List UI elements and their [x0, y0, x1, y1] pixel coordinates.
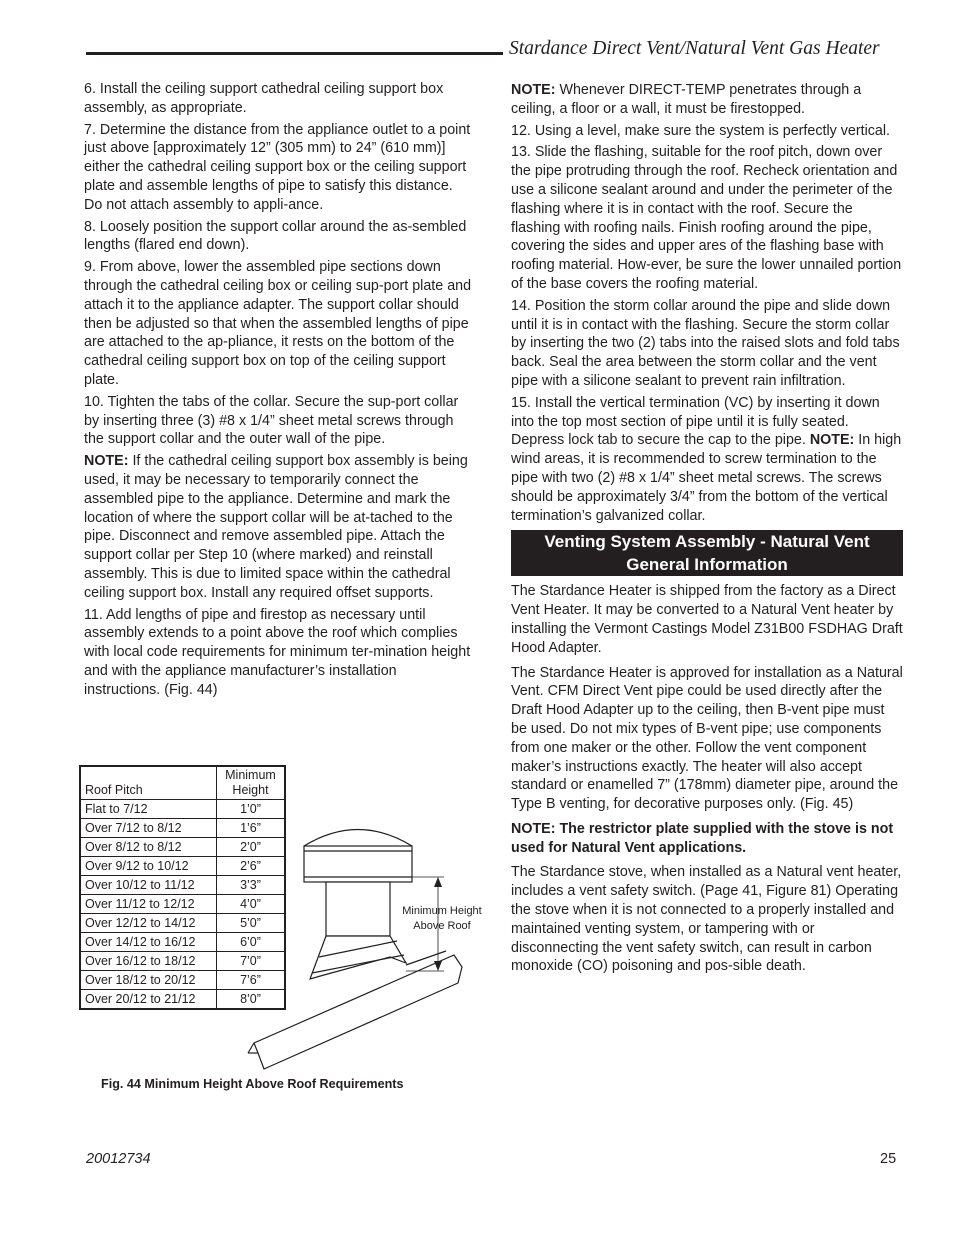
- label-line-2: Above Roof: [413, 920, 471, 932]
- header-minimum-height: [217, 766, 286, 800]
- height-cell: 7’0”: [217, 952, 286, 971]
- step-8: 8. Loosely position the support collar around the as-sembled lengths (flared end down).: [84, 218, 467, 254]
- pitch-cell: Over 20/12 to 21/12: [80, 990, 217, 1010]
- height-cell: 7’6”: [217, 971, 286, 990]
- natural-vent-paragraph-1: The Stardance Heater is shipped from the factory as a Direct Vent Heater. It may be converted to a Natural Vent heater by installing the Vermont Castings Model Z31B00 FSDHAG Draft Hood Adapter.: [511, 583, 903, 656]
- natural-vent-paragraph-2: The Stardance Heater is approved for installation as a Natural Vent. CFM Direct Vent pipe could be used directly after the Draft Hood Adapter up to the ceiling, then B-vent pipe must be used. Do not mix types of B-vent pipe; use components from one maker or the other. Follow the vent component maker’s instructions exactly. The heater will also accept standard or enamelled 7” (178mm) diameter pipe, around the Type B venting, for decorative purposes only. (Fig. 45): [511, 664, 903, 813]
- pitch-cell: Over 7/12 to 8/12: [80, 819, 217, 838]
- pitch-cell: Over 18/12 to 20/12: [80, 971, 217, 990]
- note-label: NOTE:: [511, 82, 556, 98]
- note-text: In high wind areas, it is recommended to screw termination to the pipe with two (2) #8 x 1/4” sheet metal screws. The screws should be approximately 3/4” from the bottom of the vertical termination’s galvanized collar.: [511, 432, 902, 524]
- document-number: 20012734: [86, 1151, 151, 1167]
- note-cathedral: [84, 452, 474, 602]
- vent-termination-diagram: [240, 815, 470, 1075]
- header-rule: [86, 52, 503, 55]
- pitch-cell: Over 11/12 to 12/12: [80, 895, 217, 914]
- section-heading-natural-vent: Venting System Assembly - Natural Vent General Information: [511, 530, 903, 576]
- note-text: If the cathedral ceiling support box assembly is being used, it may be necessary to temporarily connect the assembled pipe to the appliance. Determine and mark the location of where the support collar will be at-tached to the pipe. Disconnect and remove assembled pipe. Attach the support collar per Step 10 (where marked) and reinstall assembly. This is due to limited space within the cathedral ceiling support box. Install any required offset supports.: [84, 453, 468, 601]
- note-label: NOTE:: [84, 453, 129, 470]
- height-cell: 2’0”: [217, 838, 286, 857]
- step-15: [511, 394, 903, 526]
- step-6: 6. Install the ceiling support cathedral ceiling support box assembly, as appropriate.: [84, 81, 444, 116]
- height-cell: 1’6”: [217, 819, 286, 838]
- header-roof-pitch: Roof Pitch: [80, 766, 217, 800]
- figure-dimension-label: [394, 904, 490, 934]
- note-text: Whenever DIRECT-TEMP penetrates through a ceiling, a floor or a wall, it must be firestopped.: [511, 82, 862, 117]
- note-restrictor-plate: NOTE: The restrictor plate supplied with the stove is not used for Natural Vent applications.: [511, 820, 894, 856]
- height-cell: 2’6”: [217, 857, 286, 876]
- height-cell: 3’3”: [217, 876, 286, 895]
- natural-vent-paragraph-3: The Stardance stove, when installed as a Natural vent heater, includes a vent safety switch. (Page 41, Figure 81) Operating the stove when it is not connected to a properly installed and maintained venting system, or tampering with or disconnecting the vent safety switch, can result in carbon monoxide (CO) poisoning and pos-sible death.: [511, 864, 902, 975]
- dim-arrow-top: [434, 877, 442, 887]
- step-12: 12. Using a level, make sure the system is perfectly vertical.: [511, 122, 891, 139]
- pitch-cell: Flat to 7/12: [80, 800, 217, 819]
- step-14: 14. Position the storm collar around the pipe and slide down until it is in contact with the flashing. Secure the storm collar by inserting the two (2) tabs into the raised slots and fold tabs back. Seal the area between the storm collar and the vent pipe with a silicone sealant to prevent rain infiltration.: [511, 297, 900, 389]
- roof-slab: [254, 955, 462, 1069]
- right-column: [511, 81, 903, 979]
- header-height: Height: [232, 783, 269, 797]
- note-firestop: [511, 81, 903, 119]
- left-column: [84, 80, 474, 703]
- step-15-text: 15. Install the vertical termination (VC) by inserting it down into the top most section of pipe until it is fully seated. Depress lock tab to secure the cap to the pipe.: [511, 394, 880, 449]
- step-13: 13. Slide the flashing, suitable for the roof pitch, down over the pipe protruding through the roof. Recheck orientation and use a silicone sealant around and under the perimeter of the flashing where it is in contact with the roof. Secure the flashing with roofing nails. Finish roofing around the pipe, covering the sides and upper ares of the flashing base with roofing material. How-ever, be sure the lower unnailed portion of the base covers the roofing material.: [511, 144, 902, 292]
- cap-dome: [304, 830, 412, 847]
- step-9: 9. From above, lower the assembled pipe sections down through the cathedral ceiling box or ceiling sup-port plate and attach it to the appliance adapter. The support collar should then be adjusted so that when the assembled lengths of pipe are attached to the ap-pliance, it rests on the bottom of the cathedral ceiling support box on top of the ceiling support plate.: [84, 259, 472, 388]
- height-cell: 8’0”: [217, 990, 286, 1010]
- pitch-cell: Over 16/12 to 18/12: [80, 952, 217, 971]
- pitch-cell: Over 10/12 to 11/12: [80, 876, 217, 895]
- height-cell: 6’0”: [217, 933, 286, 952]
- header-minimum: Minimum: [225, 768, 276, 782]
- label-line-1: Minimum Height: [402, 905, 482, 917]
- page-header-title: Stardance Direct Vent/Natural Vent Gas Heater: [509, 38, 880, 59]
- pitch-cell: Over 14/12 to 16/12: [80, 933, 217, 952]
- page-number: 25: [880, 1151, 897, 1167]
- table-header-row: [80, 766, 285, 800]
- note-label: NOTE:: [809, 432, 855, 449]
- pitch-cell: Over 9/12 to 10/12: [80, 857, 217, 876]
- figure-caption: Fig. 44 Minimum Height Above Roof Requirements: [101, 1077, 404, 1091]
- pitch-cell: Over 8/12 to 8/12: [80, 838, 217, 857]
- height-cell: 4’0”: [217, 895, 286, 914]
- step-10: 10. Tighten the tabs of the collar. Secure the sup-port collar by inserting three (3) #8 x 1/4” sheet metal screws through the support collar and the outer wall of the pipe.: [84, 393, 459, 448]
- vent-pipe: [326, 882, 390, 936]
- step-11: 11. Add lengths of pipe and firestop as necessary until assembly extends to a point above the roof which complies with local code requirements for minimum ter-mination height and with the appliance manufacturer’s installation instructions. (Fig. 44): [84, 606, 471, 698]
- height-cell: 5’0”: [217, 914, 286, 933]
- step-7: 7. Determine the distance from the appliance outlet to a point just above [approximately 12” (305 mm) to 24” (610 mm)] either the cathedral ceiling support box or the ceiling support plate and assemble lengths of pipe to satisfy this distance. Do not attach assembly to appli-ance.: [84, 121, 471, 213]
- pitch-cell: Over 12/12 to 14/12: [80, 914, 217, 933]
- height-cell: 1’0”: [217, 800, 286, 819]
